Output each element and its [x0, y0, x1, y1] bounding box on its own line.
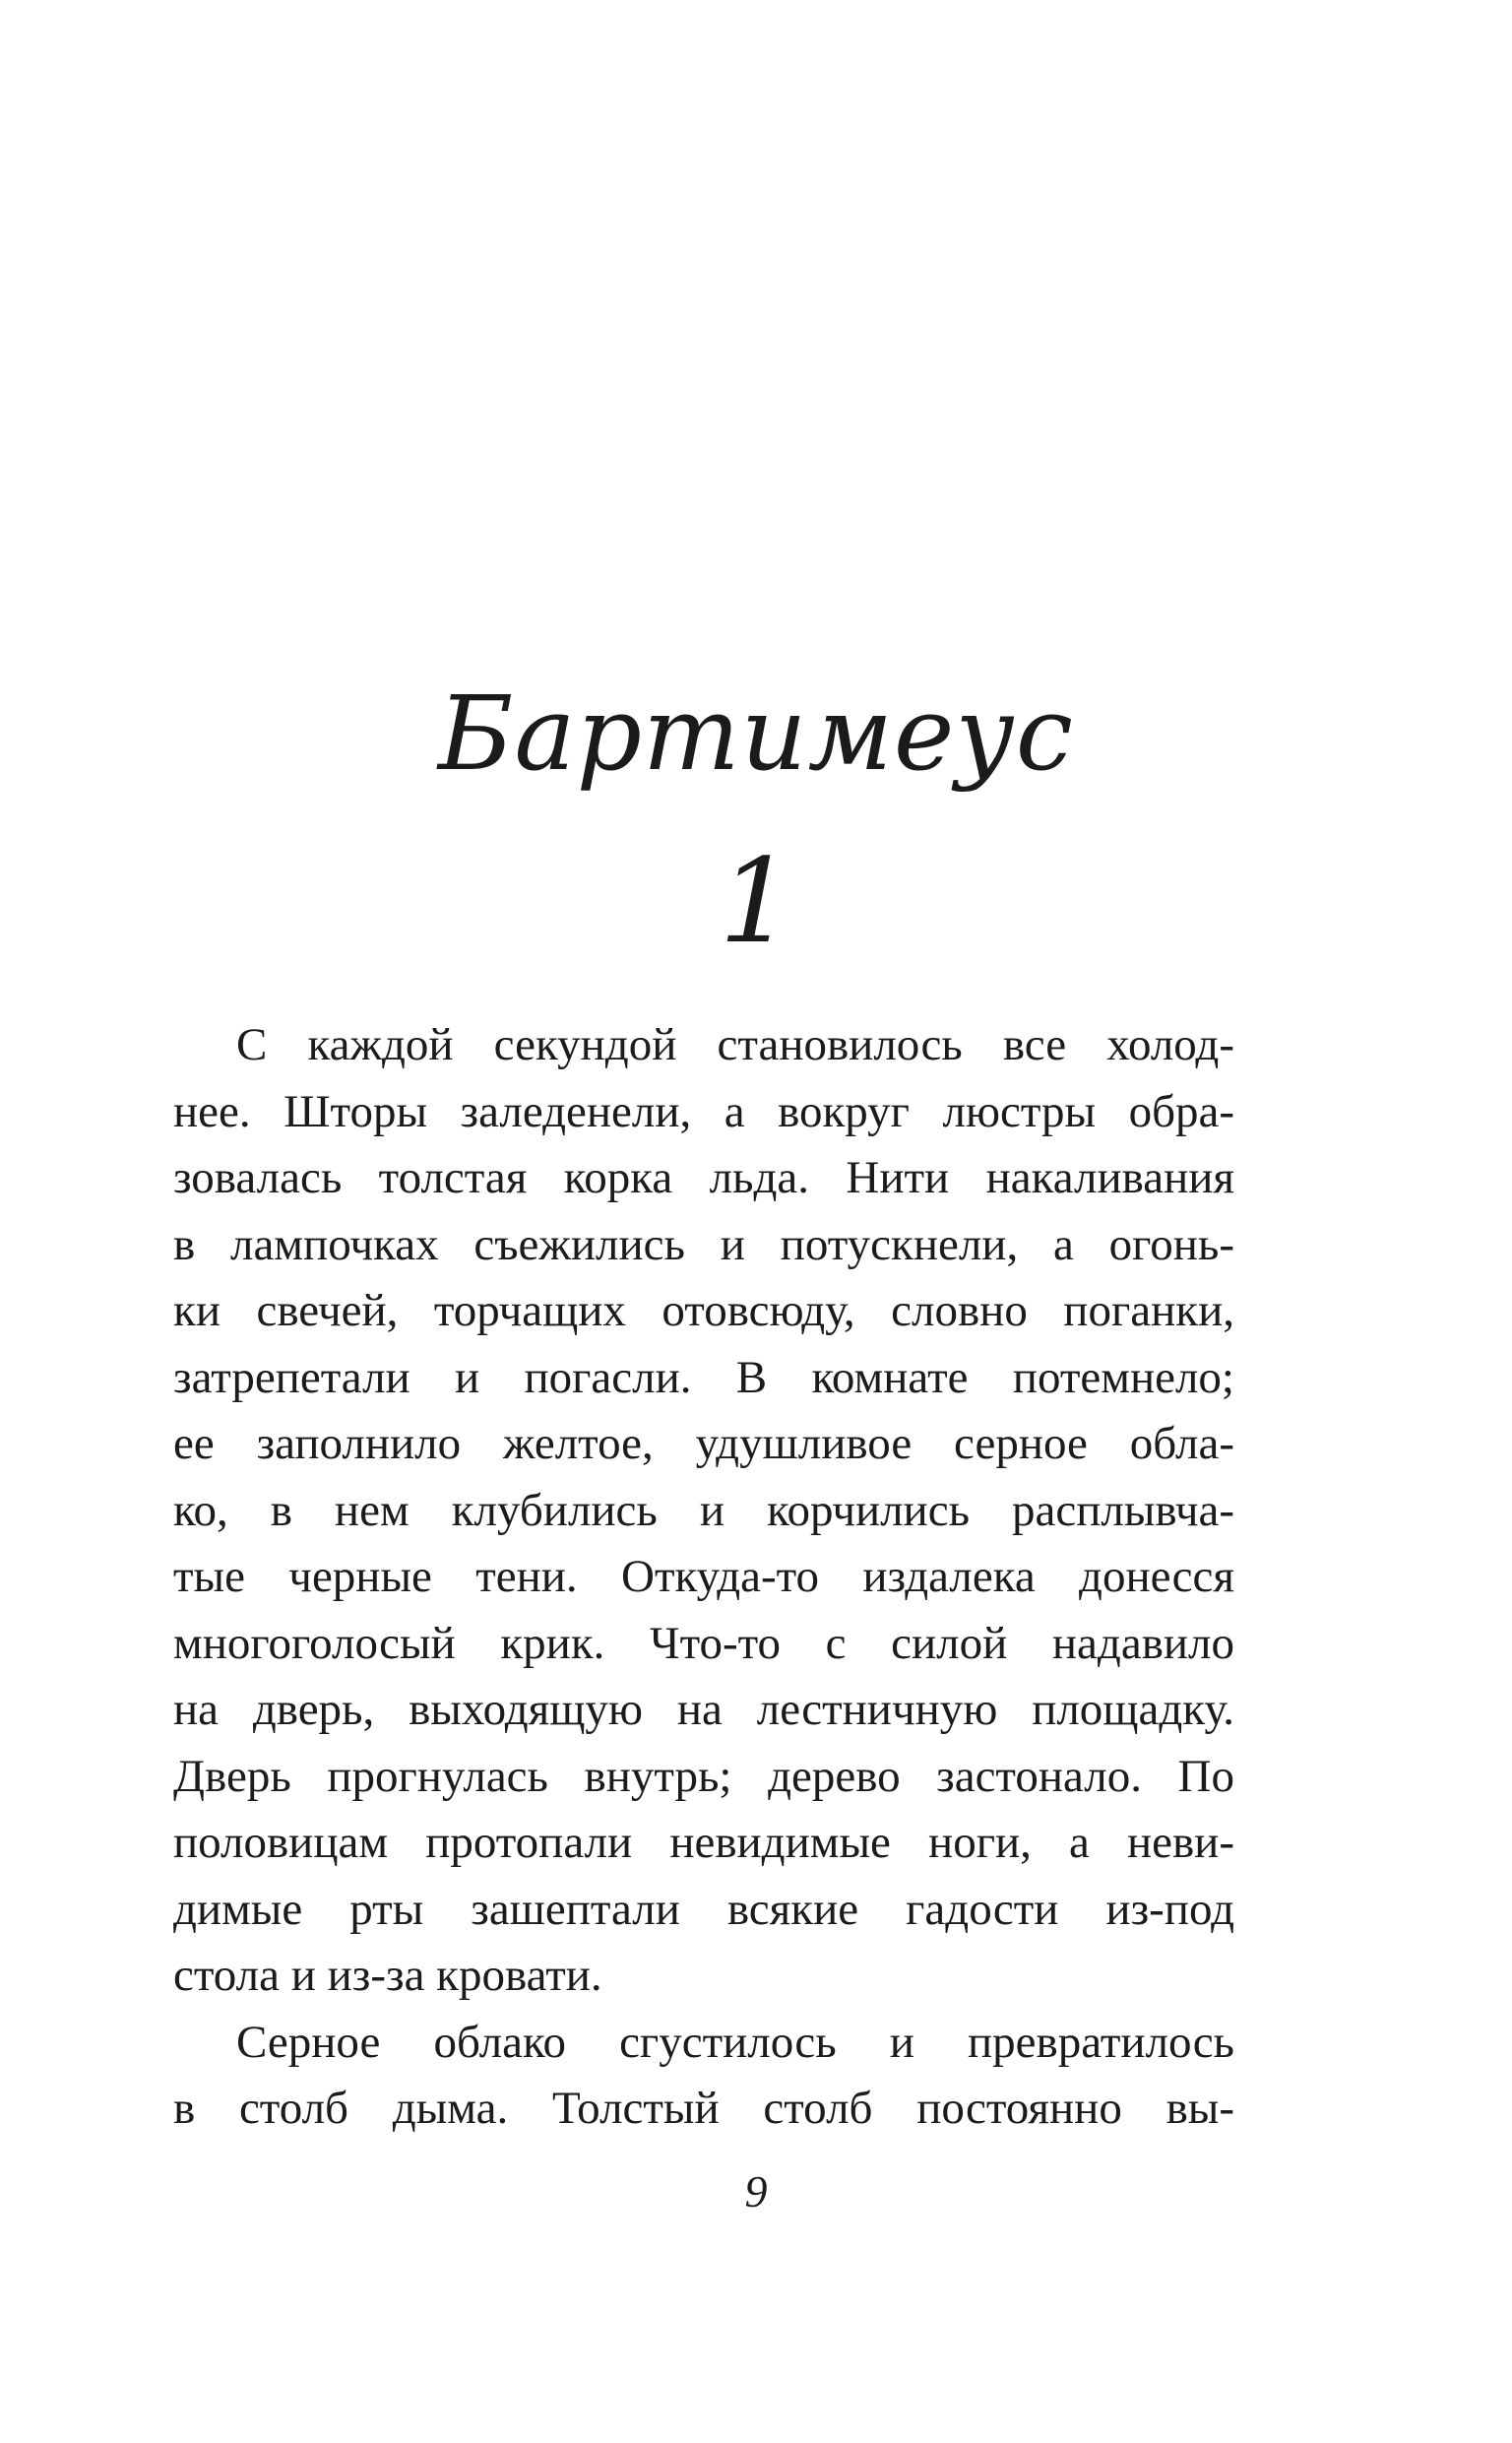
paragraph-1 — [173, 1012, 1234, 2010]
text-line: стола и из-за кровати. — [173, 1950, 602, 2001]
text-line: ее заполнило желтое, удушливое серное обла- — [173, 1418, 1234, 1469]
page-number: 9 — [744, 2166, 768, 2217]
text-line: в лампочках съежились и потускнели, а огонь- — [173, 1218, 1234, 1270]
text-line: Серное облако сгустилось и превратилось — [236, 2016, 1234, 2068]
chapter-title: Бартимеус — [438, 674, 1074, 794]
body-text — [173, 1012, 1234, 2143]
text-line: димые рты зашептали всякие гадости из-под — [173, 1883, 1234, 1935]
paragraph-2 — [173, 2010, 1234, 2143]
text-line: нее. Шторы заледенели, а вокруг люстры обра- — [173, 1085, 1234, 1137]
text-line: ки свечей, торчащих отовсюду, словно поганки, — [173, 1285, 1234, 1336]
text-line: тые черные тени. Откуда-то издалека донесся — [173, 1551, 1234, 1602]
text-line: зовалась толстая корка льда. Нити накаливания — [173, 1152, 1234, 1203]
text-line: Дверь прогнулась внутрь; дерево застонало. По — [173, 1750, 1234, 1802]
text-line: затрепетали и погасли. В комнате потемнело; — [173, 1351, 1234, 1403]
text-line: ко, в нем клубились и корчились расплывча- — [173, 1484, 1234, 1536]
chapter-number: 1 — [719, 833, 793, 969]
text-line: С каждой секундой становилось все холод- — [236, 1019, 1234, 1070]
text-line: многоголосый крик. Что-то с силой надавило — [173, 1617, 1234, 1669]
text-line: на дверь, выходящую на лестничную площадку. — [173, 1684, 1234, 1735]
text-line: в столб дыма. Толстый столб постоянно вы- — [173, 2083, 1234, 2134]
text-line: половицам протопали невидимые ноги, а неви- — [173, 1817, 1234, 1868]
